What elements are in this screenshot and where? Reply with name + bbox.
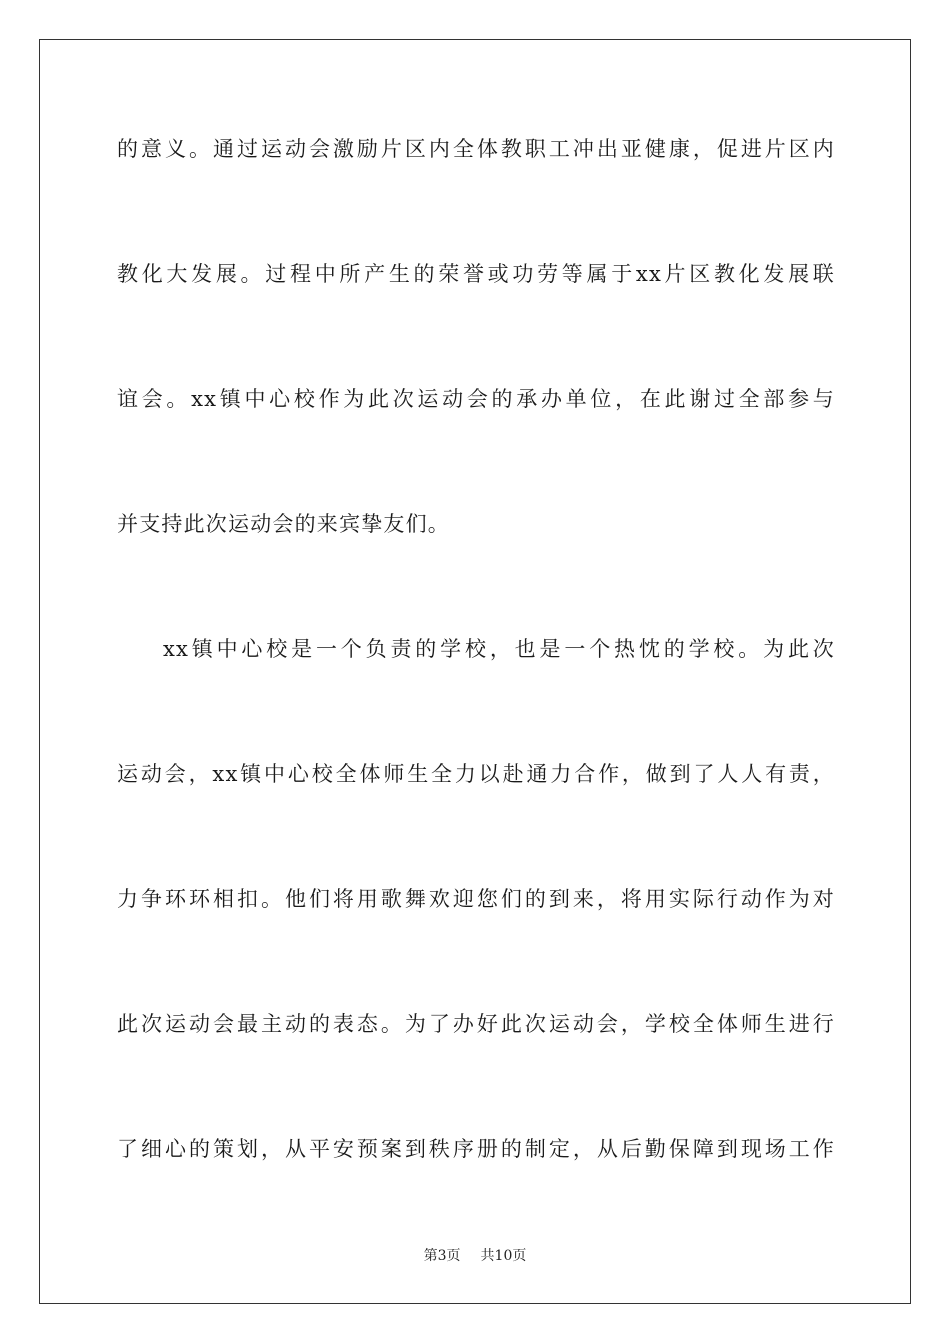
body-line-8: 此次运动会最主动的表态。为了办好此次运动会，学校全体师生进行 [117,1012,835,1036]
page-number: 第3页 [423,1248,461,1264]
body-line-7: 力争环环相扣。他们将用歌舞欢迎您们的到来，将用实际行动作为对 [117,887,835,911]
body-line-1: 的意义。通过运动会激励片区内全体教职工冲出亚健康，促进片区内 [117,137,835,161]
body-line-9: 了细心的策划，从平安预案到秩序册的制定，从后勤保障到现场工作 [117,1137,835,1161]
page-total: 共10页 [480,1248,527,1264]
body-line-5: xx镇中心校是一个负责的学校，也是一个热忱的学校。为此次 [163,637,835,661]
body-line-3: 谊会。xx镇中心校作为此次运动会的承办单位，在此谢过全部参与 [117,387,835,411]
body-line-2: 教化大发展。过程中所产生的荣誉或功劳等属于xx片区教化发展联 [117,262,835,286]
body-line-4: 并支持此次运动会的来宾挚友们。 [117,512,450,536]
page-footer [0,1247,950,1265]
page-border [39,39,911,1304]
body-line-6: 运动会，xx镇中心校全体师生全力以赴通力合作，做到了人人有责， [117,762,835,786]
